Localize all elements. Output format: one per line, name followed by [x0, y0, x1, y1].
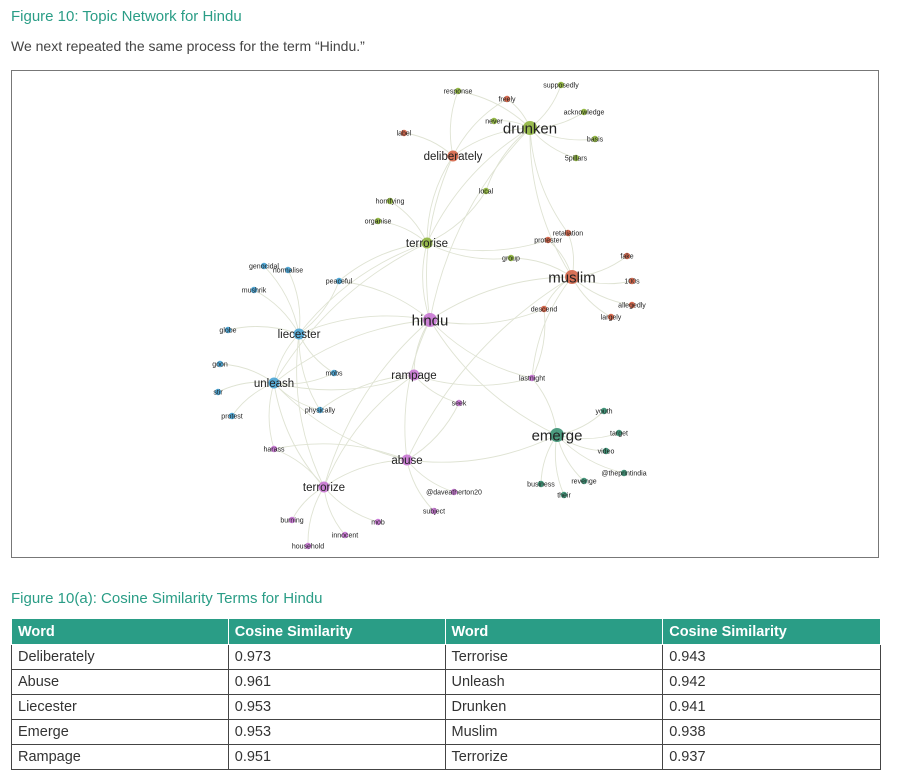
- network-node-revenge: [571, 478, 596, 486]
- network-node-label: supposedly: [543, 82, 579, 90]
- header-word-2: Word: [445, 619, 663, 645]
- table-row: [12, 745, 881, 770]
- network-node-group: [502, 255, 520, 263]
- network-edge: [530, 128, 572, 277]
- network-node-label: emerge: [531, 427, 583, 445]
- network-edge: [274, 334, 299, 383]
- network-node-label: largely: [600, 314, 622, 322]
- table-cell: Terrorize: [445, 745, 663, 770]
- table-cell: Abuse: [12, 670, 229, 695]
- network-node-label: burning: [280, 517, 304, 525]
- network-node-mob: [371, 519, 385, 527]
- network-node-seek: [452, 400, 467, 408]
- network-edge: [269, 383, 274, 449]
- network-node-label: household: [291, 543, 325, 551]
- network-node-label: innocent: [331, 532, 359, 540]
- network-node-label: normalise: [272, 267, 304, 275]
- network-node-label: terrorise: [405, 238, 449, 251]
- table-cell: 0.953: [228, 695, 445, 720]
- network-node-5pillars: [565, 155, 588, 163]
- network-node-theprintindia: [601, 470, 646, 478]
- network-node-protest: [221, 413, 242, 421]
- network-node-stir: [213, 389, 223, 397]
- network-node-label: protest: [221, 413, 243, 421]
- network-node-label: fake: [620, 253, 634, 261]
- network-node-label: mushrik: [241, 287, 267, 295]
- network-node-business: [527, 481, 555, 489]
- network-node-liecester: [278, 329, 321, 342]
- network-node-label: peaceful: [325, 278, 353, 286]
- table-row: [12, 695, 881, 720]
- table-row: [12, 670, 881, 695]
- network-node-label: globe: [219, 327, 237, 335]
- network-node-label: 100s: [624, 278, 640, 286]
- network-node-freely: [498, 96, 516, 104]
- network-node-supposedly: [543, 82, 579, 90]
- network-node-response: [444, 88, 473, 96]
- network-node-fake: [620, 253, 633, 261]
- table-cell: 0.938: [663, 720, 881, 745]
- figure-caption: We next repeated the same process for the term “Hindu.”: [11, 38, 365, 54]
- network-node-label: business: [527, 481, 555, 489]
- network-node-emerge: [532, 427, 583, 444]
- table-cell: Liecester: [12, 695, 229, 720]
- table-cell: 0.973: [228, 645, 445, 670]
- table-cell: Deliberately: [12, 645, 229, 670]
- network-node-label: deliberately: [423, 151, 483, 164]
- network-edge: [299, 334, 320, 410]
- network-node-label: mob: [371, 519, 385, 527]
- network-edge: [390, 201, 427, 243]
- header-similarity-2: Cosine Similarity: [663, 619, 881, 645]
- network-node-label: their: [557, 492, 571, 500]
- network-node-label: goon: [212, 361, 228, 369]
- network-node-label: hindu: [411, 312, 449, 330]
- network-node-acknowledge: [564, 109, 605, 117]
- network-node-label: local: [478, 188, 494, 196]
- network-node-innocent: [332, 532, 359, 540]
- table-cell: 0.937: [663, 745, 881, 770]
- network-edge: [299, 243, 427, 334]
- network-node-label: retaliation: [552, 230, 584, 238]
- network-edge: [288, 270, 300, 334]
- header-word-1: Word: [12, 619, 229, 645]
- network-edge: [407, 403, 459, 460]
- table-cell: 0.941: [663, 695, 881, 720]
- network-node-burning: [280, 517, 303, 525]
- network-node-terrorise: [406, 238, 448, 251]
- table-cell: Terrorise: [445, 645, 663, 670]
- network-node-deliberately: [424, 151, 483, 164]
- table-row: [12, 720, 881, 745]
- network-edge: [308, 487, 324, 546]
- network-node-horrifying: [376, 198, 405, 206]
- network-node-largely: [601, 314, 622, 322]
- network-node-descend: [531, 306, 558, 314]
- network-node-unleash: [254, 378, 294, 391]
- network-node-video: [598, 448, 615, 456]
- network-node-their: [557, 492, 571, 500]
- network-node-mobs: [325, 370, 343, 378]
- network-node-label: rampage: [391, 370, 437, 383]
- network-node-label: seek: [451, 400, 467, 408]
- network-node-label: basis: [586, 136, 604, 144]
- network-node-label: subject: [422, 508, 446, 516]
- network-node-label: @theprintindia: [601, 470, 647, 478]
- network-edge: [407, 460, 434, 511]
- network-node-label: muslim: [548, 269, 596, 287]
- network-edge: [450, 91, 458, 156]
- network-node-muslim: [548, 269, 596, 286]
- network-node-label: mobs: [325, 370, 343, 378]
- network-node-normalise: [273, 267, 303, 275]
- cosine-similarity-table: [11, 618, 881, 770]
- network-node-retaliation: [553, 230, 583, 238]
- network-node-local: [479, 188, 494, 196]
- table-cell: Emerge: [12, 720, 229, 745]
- table-row: [12, 645, 881, 670]
- network-node-abuse: [391, 455, 422, 468]
- network-node-label: stir: [213, 389, 223, 397]
- network-node-label: liecester: [277, 329, 321, 342]
- network-node-terrorize: [303, 482, 345, 495]
- network-node-allegedly: [618, 302, 646, 310]
- network-node-never: [485, 118, 503, 126]
- network-node-label: youth: [595, 408, 613, 416]
- network-edge: [274, 383, 407, 460]
- topic-network-frame: [11, 70, 879, 558]
- network-node-label: 5pillars: [564, 155, 588, 163]
- network-node-hindu: [412, 312, 449, 329]
- table-cell: Drunken: [445, 695, 663, 720]
- network-node-basis: [587, 136, 604, 144]
- network-node-goon: [212, 361, 228, 369]
- network-node-household: [292, 543, 324, 551]
- network-node-drunken: [503, 120, 557, 137]
- table-header-row: [12, 619, 881, 645]
- network-node-organise: [365, 218, 392, 226]
- network-edge: [486, 128, 530, 191]
- network-edge: [324, 375, 414, 487]
- table-cell: Rampage: [12, 745, 229, 770]
- network-edge: [324, 487, 345, 535]
- network-node-label: terrorize: [302, 482, 346, 495]
- network-node-label: group: [502, 255, 520, 263]
- network-node-label: @daveatherton20: [426, 489, 482, 497]
- network-node-label: response: [443, 88, 473, 96]
- network-node-label: organise: [364, 218, 392, 226]
- network-node-100s: [624, 278, 640, 286]
- table-cell: 0.951: [228, 745, 445, 770]
- network-node-mushrik: [242, 287, 267, 295]
- network-node-physically: [305, 407, 336, 415]
- table-cell: 0.943: [663, 645, 881, 670]
- network-edge: [530, 128, 568, 233]
- network-edge: [254, 290, 299, 334]
- network-node-daveatherton20: [426, 489, 482, 497]
- network-node-label: horrifying: [375, 198, 405, 206]
- network-node-rampage: [391, 370, 436, 383]
- network-edge: [274, 444, 407, 460]
- network-edge: [453, 99, 507, 156]
- network-node-youth: [595, 408, 612, 416]
- network-node-label: target: [610, 430, 628, 438]
- network-node-label: label: [396, 130, 412, 138]
- network-node-peaceful: [326, 278, 353, 286]
- table-cell: Muslim: [445, 720, 663, 745]
- network-node-harass: [263, 446, 285, 454]
- network-node-target: [610, 430, 628, 438]
- network-node-label: allegedly: [618, 302, 646, 310]
- network-node-label: drunken: [502, 120, 558, 138]
- network-node-globe: [219, 327, 236, 335]
- network-node-subject: [423, 508, 445, 516]
- table-cell: 0.961: [228, 670, 445, 695]
- network-node-label: never: [485, 118, 503, 126]
- network-node-lastnight: [519, 375, 545, 383]
- topic-network-graph: [12, 71, 878, 557]
- network-node-label: abuse: [391, 455, 423, 468]
- network-node-label: lastnight: [518, 375, 546, 383]
- table-title: Figure 10(a): Cosine Similarity Terms for Hindu: [11, 590, 323, 607]
- network-node-label: unleash: [253, 378, 295, 391]
- network-node-label: descend: [530, 306, 558, 314]
- network-node-label: freely: [498, 96, 516, 104]
- network-node-label: physically: [304, 407, 336, 415]
- network-node-protester: [534, 237, 562, 245]
- network-node-label: video: [597, 448, 615, 456]
- table-cell: 0.942: [663, 670, 881, 695]
- network-node-label: genocidal: [249, 263, 279, 271]
- table-cell: 0.953: [228, 720, 445, 745]
- network-node-label: protester: [534, 237, 562, 245]
- header-similarity-1: Cosine Similarity: [228, 619, 445, 645]
- network-node-label: [397, 130, 412, 138]
- network-node-label: acknowledge: [563, 109, 605, 117]
- table-cell: Unleash: [445, 670, 663, 695]
- figure-title: Figure 10: Topic Network for Hindu: [11, 8, 242, 25]
- network-node-label: harass: [263, 446, 285, 454]
- network-node-label: revenge: [571, 478, 597, 486]
